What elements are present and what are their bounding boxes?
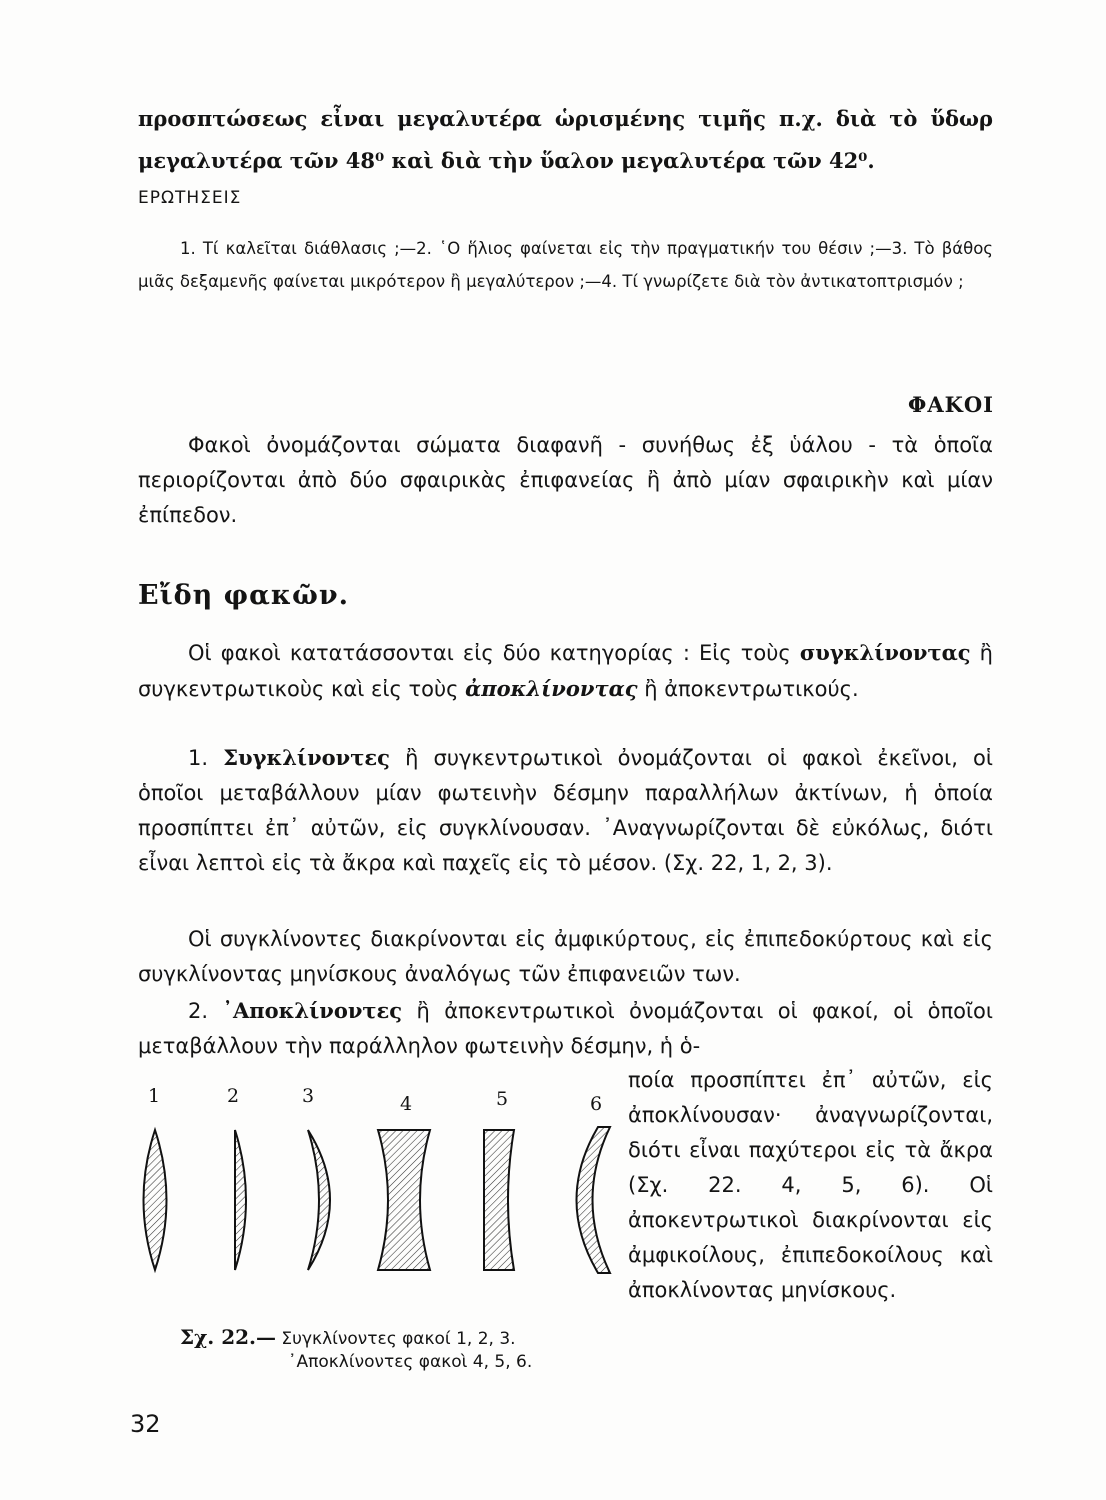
caption-line-2: ᾿Αποκλίνοντες φακοὶ 4, 5, 6. <box>288 1352 533 1372</box>
term-diverging: ἀποκλίνοντας <box>465 676 638 701</box>
caption-line-1: Συγκλίνοντες φακοί 1, 2, 3. <box>281 1329 516 1349</box>
diverging-meniscus-lens <box>577 1127 611 1273</box>
lens-definition: Φακοὶ ὀνομάζονται σώματα διαφανῆ - συνήθως ἐξ ὑάλου - τὰ ὁποῖα περιορίζονται ἀπὸ δύο σφαιρικὰς ἐπιφανείας ἢ ἀπὸ μίαν σφαιρικὴν καὶ μίαν ἐπίπεδον. <box>138 433 993 527</box>
figure-number-5: 5 <box>496 1088 509 1110</box>
kinds-intro-a: Οἱ φακοὶ κατατάσσονται εἰς δύο κατηγορίας : Εἰς τοὺς <box>188 641 800 665</box>
diverging-term: ᾿Αποκλίνοντες <box>222 998 403 1023</box>
plano-concave-lens <box>484 1130 514 1270</box>
kinds-intro-b: ἢ συγκεντρωτικοὺς καὶ εἰς τοὺς <box>138 641 993 701</box>
kinds-intro-c: ἢ ἀποκεντρωτικούς. <box>637 677 859 701</box>
diverging-paragraph-continued: ποία προσπίπτει ἐπ᾿ αὐτῶν, εἰς ἀποκλίνουσαν· ἀναγνωρίζονται, διότι εἶναι παχύτεροι εἰς τὰ ἄκρα (Σχ. 22. 4, 5, 6). Οἱ ἀποκεντρωτικοὶ διακρίνονται εἰς ἀμφικοίλους, ἐπιπεδοκοίλους καὶ ἀποκλίνοντας μηνίσκους. <box>628 1068 993 1302</box>
figure-number-1: 1 <box>148 1085 161 1107</box>
kinds-heading: Εἴδη φακῶν. <box>138 580 349 611</box>
lens-diagrams <box>130 1085 620 1315</box>
lens-figure <box>130 1085 620 1335</box>
questions-text: 1. Τί καλεῖται διάθλασις ;—2. ῾Ο ἥλιος φαίνεται εἰς τὴν πραγματικήν του θέσιν ;—3. Τὸ βάθος μιᾶς δεξαμενῆς φαίνεται μικρότερον ἢ μεγαλύτερον ;—4. Τί γνωρίζετε διὰ τὸν ἀντικατοπτρισμόν ; <box>138 239 993 291</box>
converging-types-paragraph: Οἱ συγκλίνοντες διακρίνονται εἰς ἀμφικύρτους, εἰς ἐπιπεδοκύρτους καὶ εἰς συγκλίνοντας μηνίσκους ἀναλόγως τῶν ἐπιφανειῶν των. <box>138 927 993 986</box>
figure-number-2: 2 <box>227 1085 240 1107</box>
figure-number-4: 4 <box>400 1093 413 1115</box>
biconcave-lens <box>378 1130 430 1270</box>
converging-term: Συγκλίνοντες <box>223 745 390 770</box>
questions-title: ΕΡΩΤΗΣΕΙΣ <box>138 188 242 208</box>
kinds-intro-paragraph <box>138 635 993 707</box>
caption-label: Σχ. 22.— <box>180 1325 277 1349</box>
intro-paragraph: προσπτώσεως εἶναι μεγαλυτέρα ὡρισμένης τιμῆς π.χ. διὰ τὸ ὕδωρ μεγαλυτέρα τῶν 48⁰ καὶ διὰ τὴν ὕαλον μεγαλυτέρα τῶν 42⁰. <box>138 106 993 173</box>
term-converging: συγκλίνοντας <box>799 640 971 665</box>
plano-convex-lens <box>235 1130 246 1270</box>
figure-number-3: 3 <box>302 1085 315 1107</box>
section-title: ΦΑΚΟΙ <box>908 392 994 417</box>
page-number: 32 <box>130 1410 161 1438</box>
diverging-text-a: ἢ ἀποκεντρωτικοὶ ὀνομάζονται οἱ φακοί, οἱ ὁποῖοι μεταβάλλουν τὴν παράλληλον φωτεινὴν δέσμην, ἡ ὁ- <box>138 999 994 1058</box>
converging-paragraph <box>138 740 993 881</box>
figure-number-6: 6 <box>590 1093 603 1115</box>
figure-caption <box>180 1322 620 1354</box>
diverging-paragraph <box>138 993 993 1064</box>
converging-meniscus-lens <box>308 1130 330 1270</box>
converging-number: 1. <box>188 746 224 770</box>
diverging-number: 2. <box>188 999 223 1023</box>
converging-text: ἢ συγκεντρωτικοὶ ὀνομάζονται οἱ φακοὶ ἐκεῖνοι, οἱ ὁποῖοι μεταβάλλουν μίαν φωτεινὴν δέσμην παραλλήλων ἀκτίνων, ἡ ὁποία προσπίπτει ἐπ᾿ αὐτῶν, εἰς συγκλίνουσαν. ᾿Αναγνωρίζονται δὲ εὐκόλως, διότι εἶναι λεπτοὶ εἰς τὰ ἄκρα καὶ παχεῖς εἰς τὸ μέσον. (Σχ. 22, 1, 2, 3). <box>138 746 993 875</box>
biconvex-lens <box>144 1130 167 1270</box>
